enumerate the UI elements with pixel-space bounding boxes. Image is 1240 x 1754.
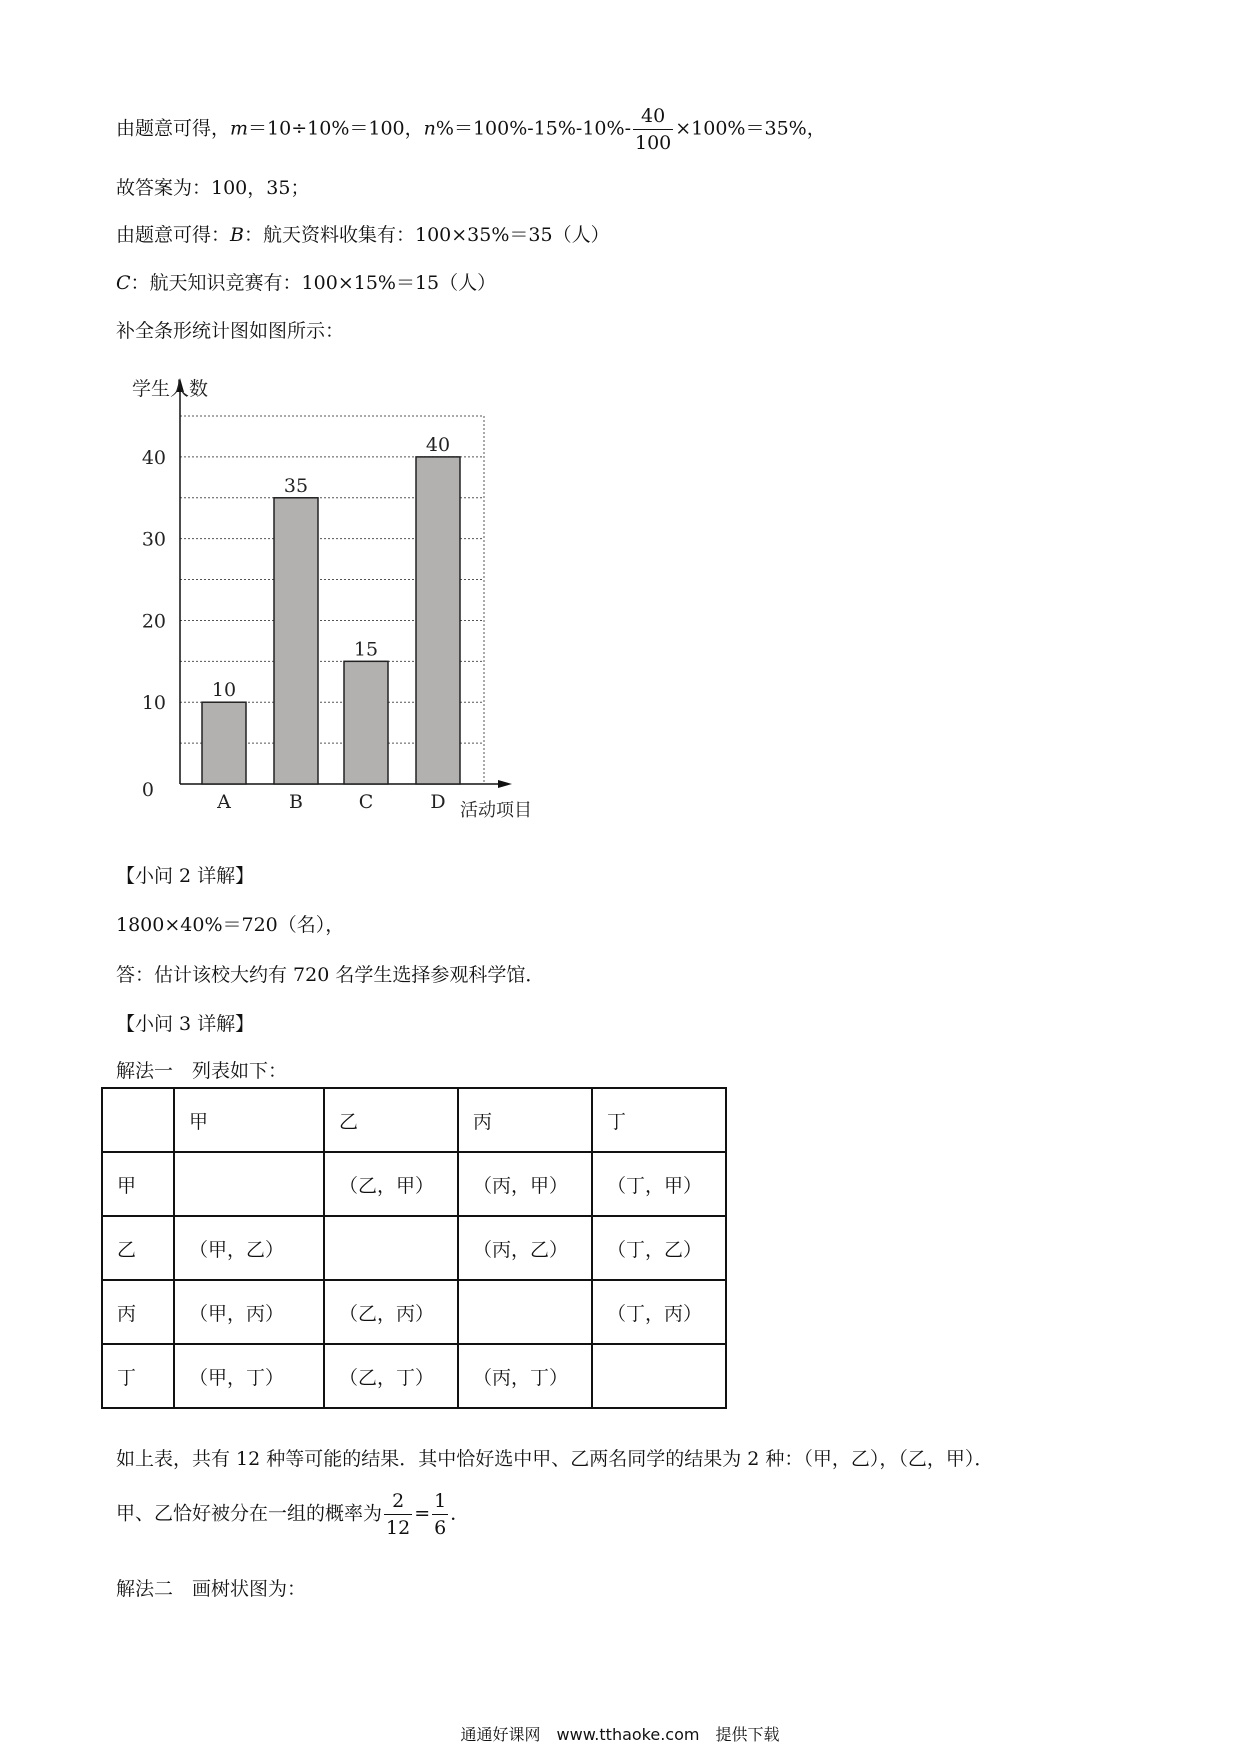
table-cell: （丁，乙） (592, 1216, 726, 1280)
numerator: 40 (633, 103, 673, 130)
data-label-A: 10 (211, 679, 237, 702)
table-cell: 丙 (102, 1280, 174, 1344)
y-tick-label: 10 (141, 692, 166, 715)
fraction-1-6 (432, 1488, 448, 1541)
y-tick-label: 30 (141, 528, 166, 551)
table-cell (324, 1216, 458, 1280)
denominator: 6 (434, 1517, 447, 1539)
answer-720: 答：估计该校大约有 720 名学生选择参观科学馆． (116, 964, 545, 986)
calc-720: 1800×40%＝720（名）， (116, 914, 345, 936)
line-c-calc (116, 270, 496, 296)
x-axis-arrow (498, 780, 512, 788)
method-two-title: 解法二 画树状图为： (116, 1578, 307, 1600)
y-tick-label: 0 (141, 779, 154, 801)
bar-chart (116, 370, 556, 830)
text-segment: ：航天知识竞赛有：100×15%＝15（人） (130, 272, 497, 294)
page-footer: 通通好课网 www.tthaoke.com 提供下载 (460, 1725, 780, 1744)
table-cell: （丁，丙） (592, 1280, 726, 1344)
numerator: 1 (432, 1488, 448, 1515)
table-cell: （丙，丁） (458, 1344, 592, 1408)
y-tick-label: 20 (141, 610, 166, 633)
equals-sign: = (414, 1502, 431, 1525)
table-cell: （甲，乙） (174, 1216, 324, 1280)
table-cell (174, 1152, 324, 1216)
table-cell (592, 1344, 726, 1408)
table-cell: （丁，甲） (592, 1152, 726, 1216)
denominator: 12 (386, 1517, 411, 1539)
table-header-row (102, 1088, 726, 1152)
bar-B (274, 498, 318, 784)
table-cell: 甲 (174, 1088, 324, 1152)
solution-line-1 (116, 103, 826, 156)
line-b-calc (116, 222, 610, 248)
variable-n: n (423, 117, 436, 140)
bar-D (416, 457, 460, 784)
table-cell: （乙，甲） (324, 1152, 458, 1216)
outcome-table (101, 1087, 727, 1409)
table-cell: （乙，丁） (324, 1344, 458, 1408)
fraction-40-100 (633, 103, 673, 156)
y-axis-label: 学生人数 (132, 378, 209, 400)
table-cell: （甲，丙） (174, 1280, 324, 1344)
text-segment: ×100%＝35%， (675, 117, 826, 140)
numerator: 2 (384, 1488, 412, 1515)
bars (202, 434, 460, 784)
bar-C (344, 661, 388, 784)
x-axis-label: 活动项目 (460, 800, 532, 821)
table-row (102, 1216, 726, 1280)
bar-A (202, 702, 246, 784)
table-cell: 乙 (324, 1088, 458, 1152)
method-one-title: 解法一 列表如下： (116, 1060, 288, 1082)
table-cell: （乙，丙） (324, 1280, 458, 1344)
y-tick-label: 40 (141, 446, 166, 469)
period: ． (450, 1502, 470, 1525)
x-tick-label-A: A (217, 791, 231, 813)
table-row (102, 1280, 726, 1344)
text-segment: 甲、乙恰好被分在一组的概率为 (116, 1502, 383, 1525)
probability-line (116, 1488, 469, 1541)
text-segment: ：航天资料收集有：100×35%＝35（人） (243, 224, 610, 246)
data-label-D: 40 (425, 433, 451, 456)
chart-intro: 补全条形统计图如图所示： (116, 320, 345, 342)
table-cell: 甲 (102, 1152, 174, 1216)
x-tick-label-B: B (289, 791, 303, 813)
variable-c: C (116, 272, 131, 294)
table-row (102, 1344, 726, 1408)
text-segment: 由题意可得， (116, 117, 231, 140)
variable-b: B (230, 224, 244, 246)
table-row (102, 1152, 726, 1216)
table-conclusion: 如上表，共有 12 种等可能的结果．其中恰好选中甲、乙两名同学的结果为 2 种：（甲，乙），（乙，甲）． (116, 1448, 994, 1470)
table-cell: （甲，丁） (174, 1344, 324, 1408)
table-cell: 丁 (102, 1344, 174, 1408)
table-cell: 丁 (592, 1088, 726, 1152)
text-segment: 由题意可得： (116, 224, 231, 246)
table-cell: 丙 (458, 1088, 592, 1152)
data-label-C: 15 (353, 638, 379, 661)
x-tick-label-D: D (430, 791, 446, 813)
x-tick-label-C: C (358, 791, 374, 813)
denominator: 100 (634, 132, 672, 154)
section-heading-2: 【小问 2 详解】 (116, 865, 255, 887)
table-cell (102, 1088, 174, 1152)
section-heading-3: 【小问 3 详解】 (116, 1013, 255, 1035)
data-label-B: 35 (283, 474, 309, 497)
text-segment: %＝100%-15%-10%- (435, 117, 631, 140)
text-segment: ＝10÷10%＝100， (248, 117, 424, 140)
table-cell: 乙 (102, 1216, 174, 1280)
table-cell (458, 1280, 592, 1344)
table-cell: （丙，甲） (458, 1152, 592, 1216)
table-cell: （丙，乙） (458, 1216, 592, 1280)
variable-m: m (230, 117, 249, 140)
fraction-2-12 (384, 1488, 412, 1541)
answer-line: 故答案为：100，35； (116, 177, 310, 199)
